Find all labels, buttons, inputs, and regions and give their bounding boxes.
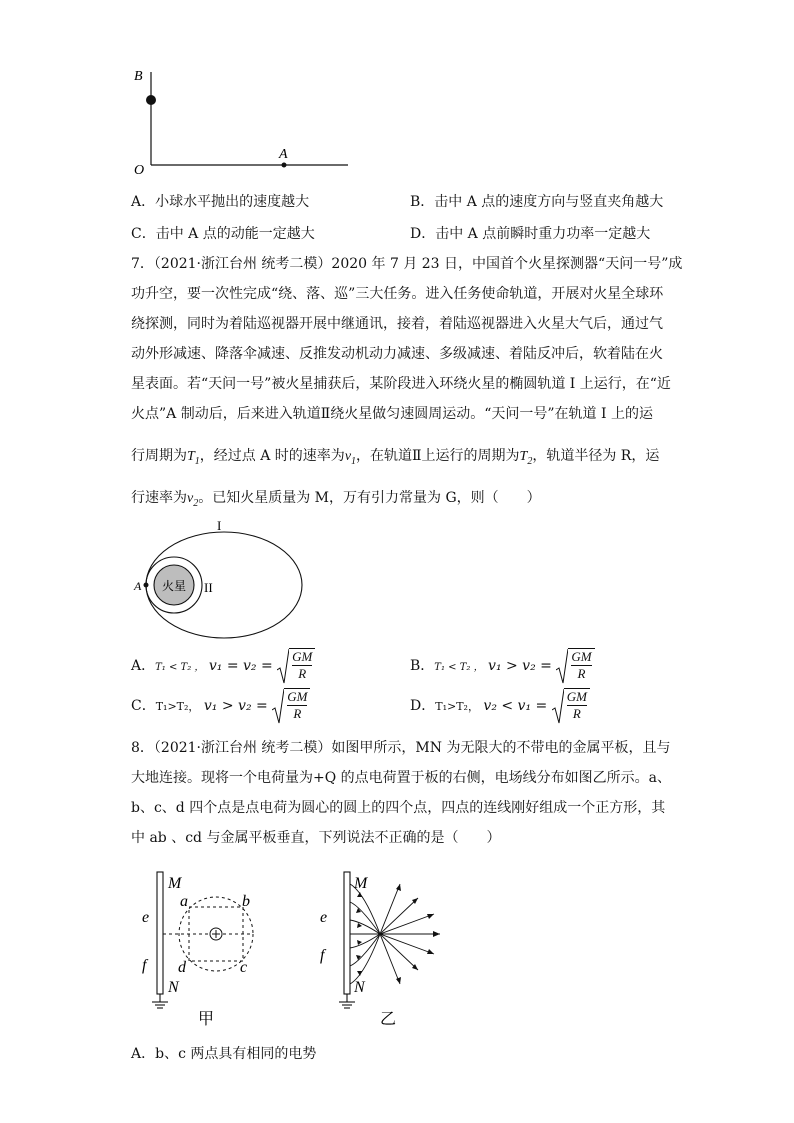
label-a: a: [180, 893, 188, 910]
label-b: b: [242, 893, 250, 910]
label-b: B: [134, 69, 143, 84]
q6-option-c: C．击中 A 点的动能一定越大: [131, 226, 315, 242]
label-f: f: [142, 957, 147, 974]
ball-marker: [146, 95, 156, 105]
label-n: N: [354, 979, 365, 996]
q8-line-1: 8．（2021·浙江台州 统考二模）如图甲所示，MN 为无限大的不带电的金属平板，且与: [131, 740, 671, 756]
label-c: c: [240, 959, 248, 976]
label-n: N: [168, 979, 179, 996]
label-orbit-i: I: [217, 518, 222, 533]
label-a: A: [279, 147, 288, 162]
point-a-marker: [144, 583, 149, 588]
label-d: d: [178, 959, 186, 976]
q8-line-2: 大地连接。现将一个电荷量为+Q 的点电荷置于板的右侧，电场线分布如图乙所示。a、: [131, 770, 672, 786]
planet-label: 火星: [162, 579, 187, 593]
label-f: f: [320, 947, 325, 964]
q7-option-a: A．T₁ < T₂ ， v₁ = v₂ = $\frac{GM}{R}$: [131, 648, 315, 684]
label-o: O: [134, 163, 145, 178]
q8-line-3: b、c、d 四个点是点电荷为圆心的圆上的四个点，四点的连线刚好组成一个正方形，其: [131, 800, 666, 816]
q8-option-a: A．b、c 两点具有相同的电势: [131, 1046, 317, 1062]
q6-option-b: B．击中 A 点的速度方向与竖直夹角越大: [410, 194, 664, 210]
caption-yi: 乙: [380, 1011, 397, 1028]
figure-jia: [138, 862, 268, 1032]
q6-option-a: A．小球水平抛出的速度越大: [131, 194, 310, 210]
q7-line-6: 火点”A 制动后，后来进入轨道Ⅱ绕火星做匀速圆周运动。“天问一号”在轨道 I 上的运: [131, 406, 653, 422]
q7-line-1: 7．（2021·浙江台州 统考二模）2020 年 7 月 23 日，中国首个火星探测器“天问一号”成: [131, 256, 683, 272]
q7-line-4: 动外形减速、降落伞减速、反推发动机动力减速、多级减速、着陆反冲后，软着陆在火: [131, 346, 663, 362]
q7-line-8: 行速率为$v_2$。已知火星质量为 M，万有引力常量为 G，则（ ）: [131, 490, 541, 509]
label-orbit-ii: II: [204, 580, 213, 595]
figure-yi: [312, 862, 452, 1032]
q7-line-5: 星表面。若“天问一号”被火星捕获后，某阶段进入环绕火星的椭圆轨道 I 上运行，在“近: [131, 376, 671, 392]
label-m: M: [168, 875, 182, 892]
q8-line-4: 中 ab 、cd 与金属平板垂直，下列说法不正确的是（ ）: [131, 830, 501, 846]
label-a: A: [134, 579, 142, 593]
q7-line-2: 功升空，要一次性完成“绕、落、巡”三大任务。进入任务使命轨道，开展对火星全球环: [131, 286, 664, 302]
point-a-marker: [282, 163, 287, 168]
q7-option-d: D．T₁>T₂， v₂ < v₁ = $\frac{GM}{R}$: [410, 688, 590, 724]
q7-option-b: B．T₁ < T₂ ， v₁ > v₂ = $\frac{GM}{R}$: [410, 648, 595, 684]
caption-jia: 甲: [198, 1011, 215, 1028]
q7-line-7: 行周期为$T_1$，经过点 A 时的速率为$v_1$，在轨道Ⅱ上运行的周期为$T_2$，轨道半径为 R，运: [131, 448, 660, 467]
orbit-figure: [128, 518, 328, 643]
projectile-figure: [128, 64, 358, 179]
label-e: e: [320, 909, 328, 926]
label-e: e: [142, 909, 150, 926]
label-m: M: [354, 875, 368, 892]
q7-line-3: 绕探测，同时为着陆巡视器开展中继通讯，接着，着陆巡视器进入火星大气后，通过气: [131, 316, 663, 332]
q7-option-c: C．T₁>T₂， v₁ > v₂ = $\frac{GM}{R}$: [131, 688, 310, 724]
q6-option-d: D．击中 A 点前瞬时重力功率一定越大: [410, 226, 651, 242]
